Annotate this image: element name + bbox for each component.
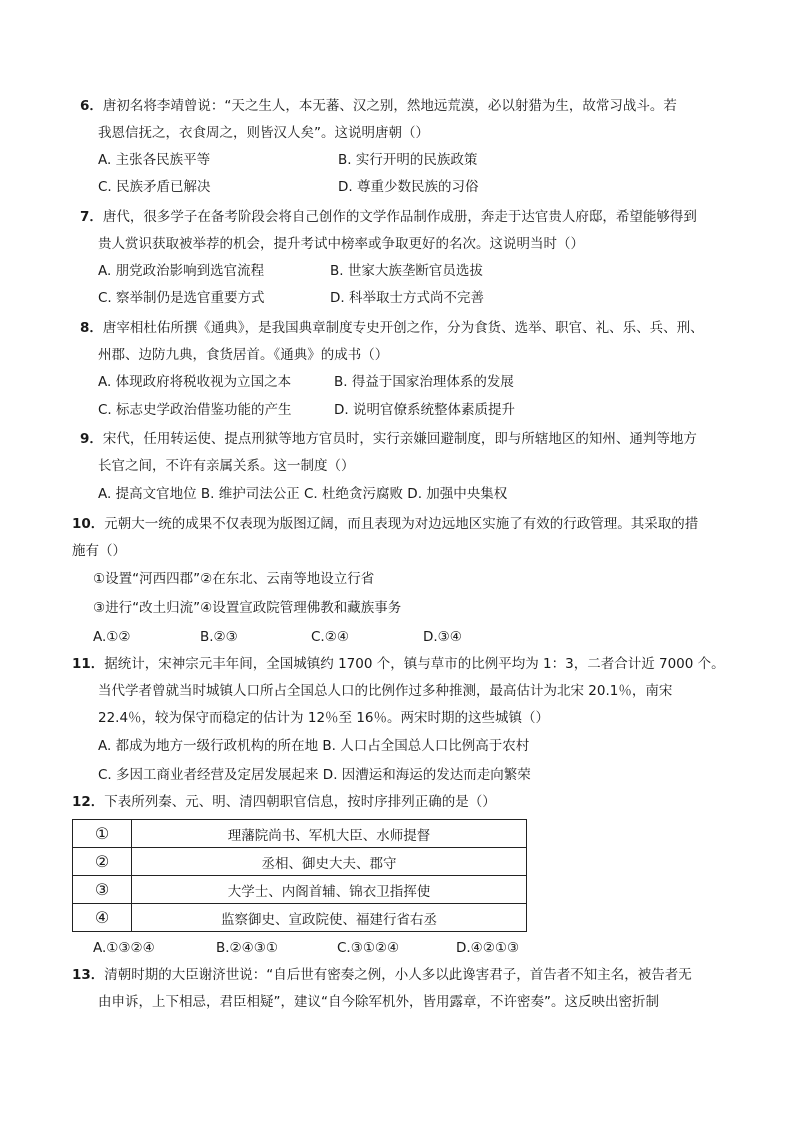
question-number: 13． bbox=[72, 967, 105, 983]
question-number: 11． bbox=[72, 656, 105, 672]
question-number: 6． bbox=[80, 98, 103, 114]
question-11-line-1 bbox=[72, 654, 725, 674]
table-row bbox=[73, 848, 527, 876]
statement-item: ①设置“河西四郡”②在东北、云南等地设立行省 bbox=[93, 571, 375, 587]
question-number: 10． bbox=[72, 516, 105, 532]
option-b: B.②③ bbox=[200, 629, 238, 645]
option-d: D. 说明官僚系统整体素质提升 bbox=[334, 402, 515, 418]
statement-item: ③进行“改土归流”④设置宣政院管理佛教和藏族事务 bbox=[93, 600, 402, 616]
question-9-line-1 bbox=[80, 429, 697, 449]
row-number: ④ bbox=[73, 904, 132, 932]
question-13-line-1 bbox=[72, 965, 692, 985]
option-b: B.②④③① bbox=[216, 940, 278, 956]
question-stem: 宋代，任用转运使、提点刑狱等地方官员时，实行亲嫌回避制度，即与所辖地区的知州、通判等地方 bbox=[102, 431, 697, 447]
options-line: A. 提高文官地位 B. 维护司法公正 C. 杜绝贪污腐败 D. 加强中央集权 bbox=[98, 486, 508, 502]
question-6-line-2: 我恩信抚之，衣食周之，则皆汉人矣”。这说明唐朝（） bbox=[98, 125, 429, 141]
option-c: C. 民族矛盾已解决 bbox=[98, 179, 211, 195]
option-d: D. 尊重少数民族的习俗 bbox=[338, 179, 479, 195]
option-b: B. 得益于国家治理体系的发展 bbox=[334, 374, 514, 390]
table-row bbox=[73, 820, 527, 848]
question-stem: 唐宰相杜佑所撰《通典》，是我国典章制度专史开创之作，分为食货、选举、职官、礼、乐、兵、刑、 bbox=[102, 320, 704, 336]
question-number: 9． bbox=[80, 431, 103, 447]
option-a: A. 朋党政治影响到选官流程 bbox=[98, 263, 265, 279]
question-stem: 元朝大一统的成果不仅表现为版图辽阔，而且表现为对边远地区实施了有效的行政管理。其采取的措 bbox=[104, 516, 699, 532]
row-number: ② bbox=[73, 848, 132, 876]
option-a: A. 主张各民族平等 bbox=[98, 152, 211, 168]
question-number: 7． bbox=[80, 209, 103, 225]
question-stem: 唐初名将李靖曾说：“天之生人，本无蕃、汉之别，然地远荒漠，必以射猎为生，故常习战斗。若 bbox=[102, 98, 677, 114]
question-7-line-1 bbox=[80, 207, 697, 227]
row-text: 丞相、御史大夫、郡守 bbox=[132, 848, 527, 876]
question-11-line-2: 当代学者曾就当时城镇人口所占全国总人口的比例作过多种推测，最高估计为北宋 20.1％，南宋 bbox=[98, 683, 673, 699]
option-d: D.④②①③ bbox=[456, 940, 520, 956]
question-number: 8． bbox=[80, 320, 103, 336]
row-text: 大学士、内阁首辅、锦衣卫指挥使 bbox=[132, 876, 527, 904]
officials-table bbox=[72, 819, 527, 932]
option-d: D.③④ bbox=[423, 629, 462, 645]
question-stem: 据统计，宋神宗元丰年间，全国城镇约 1700 个，镇与草市的比例平均为 1：3，二者合计近 7000 个。 bbox=[104, 656, 725, 672]
option-c: C.③①②④ bbox=[337, 940, 400, 956]
question-stem: 清朝时期的大臣谢济世说：“自后世有密奏之例，小人多以此谗害君子，首告者不知主名，被告者无 bbox=[104, 967, 692, 983]
option-d: D. 科举取士方式尚不完善 bbox=[330, 290, 484, 306]
question-number: 12． bbox=[72, 794, 105, 810]
option-a: A.①③②④ bbox=[93, 940, 155, 956]
table-row bbox=[73, 876, 527, 904]
option-a: A. 体现政府将税收视为立国之本 bbox=[98, 374, 292, 390]
question-13-line-2: 由申诉，上下相忌，君臣相疑”，建议“自今除军机外，皆用露章，不许密奏”。这反映出密折制 bbox=[98, 994, 659, 1010]
option-c: C. 察举制仍是选官重要方式 bbox=[98, 290, 265, 306]
row-number: ③ bbox=[73, 876, 132, 904]
question-12-line-1 bbox=[72, 792, 496, 812]
row-text: 监察御史、宣政院使、福建行省右丞 bbox=[132, 904, 527, 932]
option-b: B. 世家大族垄断官员选拔 bbox=[330, 263, 483, 279]
option-b: B. 实行开明的民族政策 bbox=[338, 152, 478, 168]
option-a: A.①② bbox=[93, 629, 131, 645]
question-10-line-2: 施有（） bbox=[72, 543, 126, 559]
options-line: C. 多因工商业者经营及定居发展起来 D. 因漕运和海运的发达而走向繁荣 bbox=[98, 767, 531, 783]
question-7-line-2: 贵人赏识获取被举荐的机会，提升考试中榜率或争取更好的名次。这说明当时（） bbox=[98, 236, 584, 252]
question-10-line-1 bbox=[72, 514, 698, 534]
options-line: A. 都成为地方一级行政机构的所在地 B. 人口占全国总人口比例高于农村 bbox=[98, 738, 530, 754]
question-stem: 下表所列秦、元、明、清四朝职官信息，按时序排列正确的是（） bbox=[104, 794, 496, 810]
question-stem: 唐代，很多学子在备考阶段会将自己创作的文学作品制作成册，奔走于达官贵人府邸，希望能够得到 bbox=[102, 209, 697, 225]
question-9-line-2: 长官之间，不许有亲属关系。这一制度（） bbox=[98, 458, 355, 474]
row-number: ① bbox=[73, 820, 132, 848]
question-8-line-1 bbox=[80, 318, 704, 338]
row-text: 理藩院尚书、军机大臣、水师提督 bbox=[132, 820, 527, 848]
option-c: C. 标志史学政治借鉴功能的产生 bbox=[98, 402, 292, 418]
question-6-line-1 bbox=[80, 96, 677, 116]
option-c: C.②④ bbox=[311, 629, 349, 645]
table-row bbox=[73, 904, 527, 932]
question-8-line-2: 州郡、边防九典，食货居首。《通典》的成书（） bbox=[98, 347, 389, 363]
question-11-line-3: 22.4％，较为保守而稳定的估计为 12％至 16％。两宋时期的这些城镇（） bbox=[98, 710, 549, 726]
